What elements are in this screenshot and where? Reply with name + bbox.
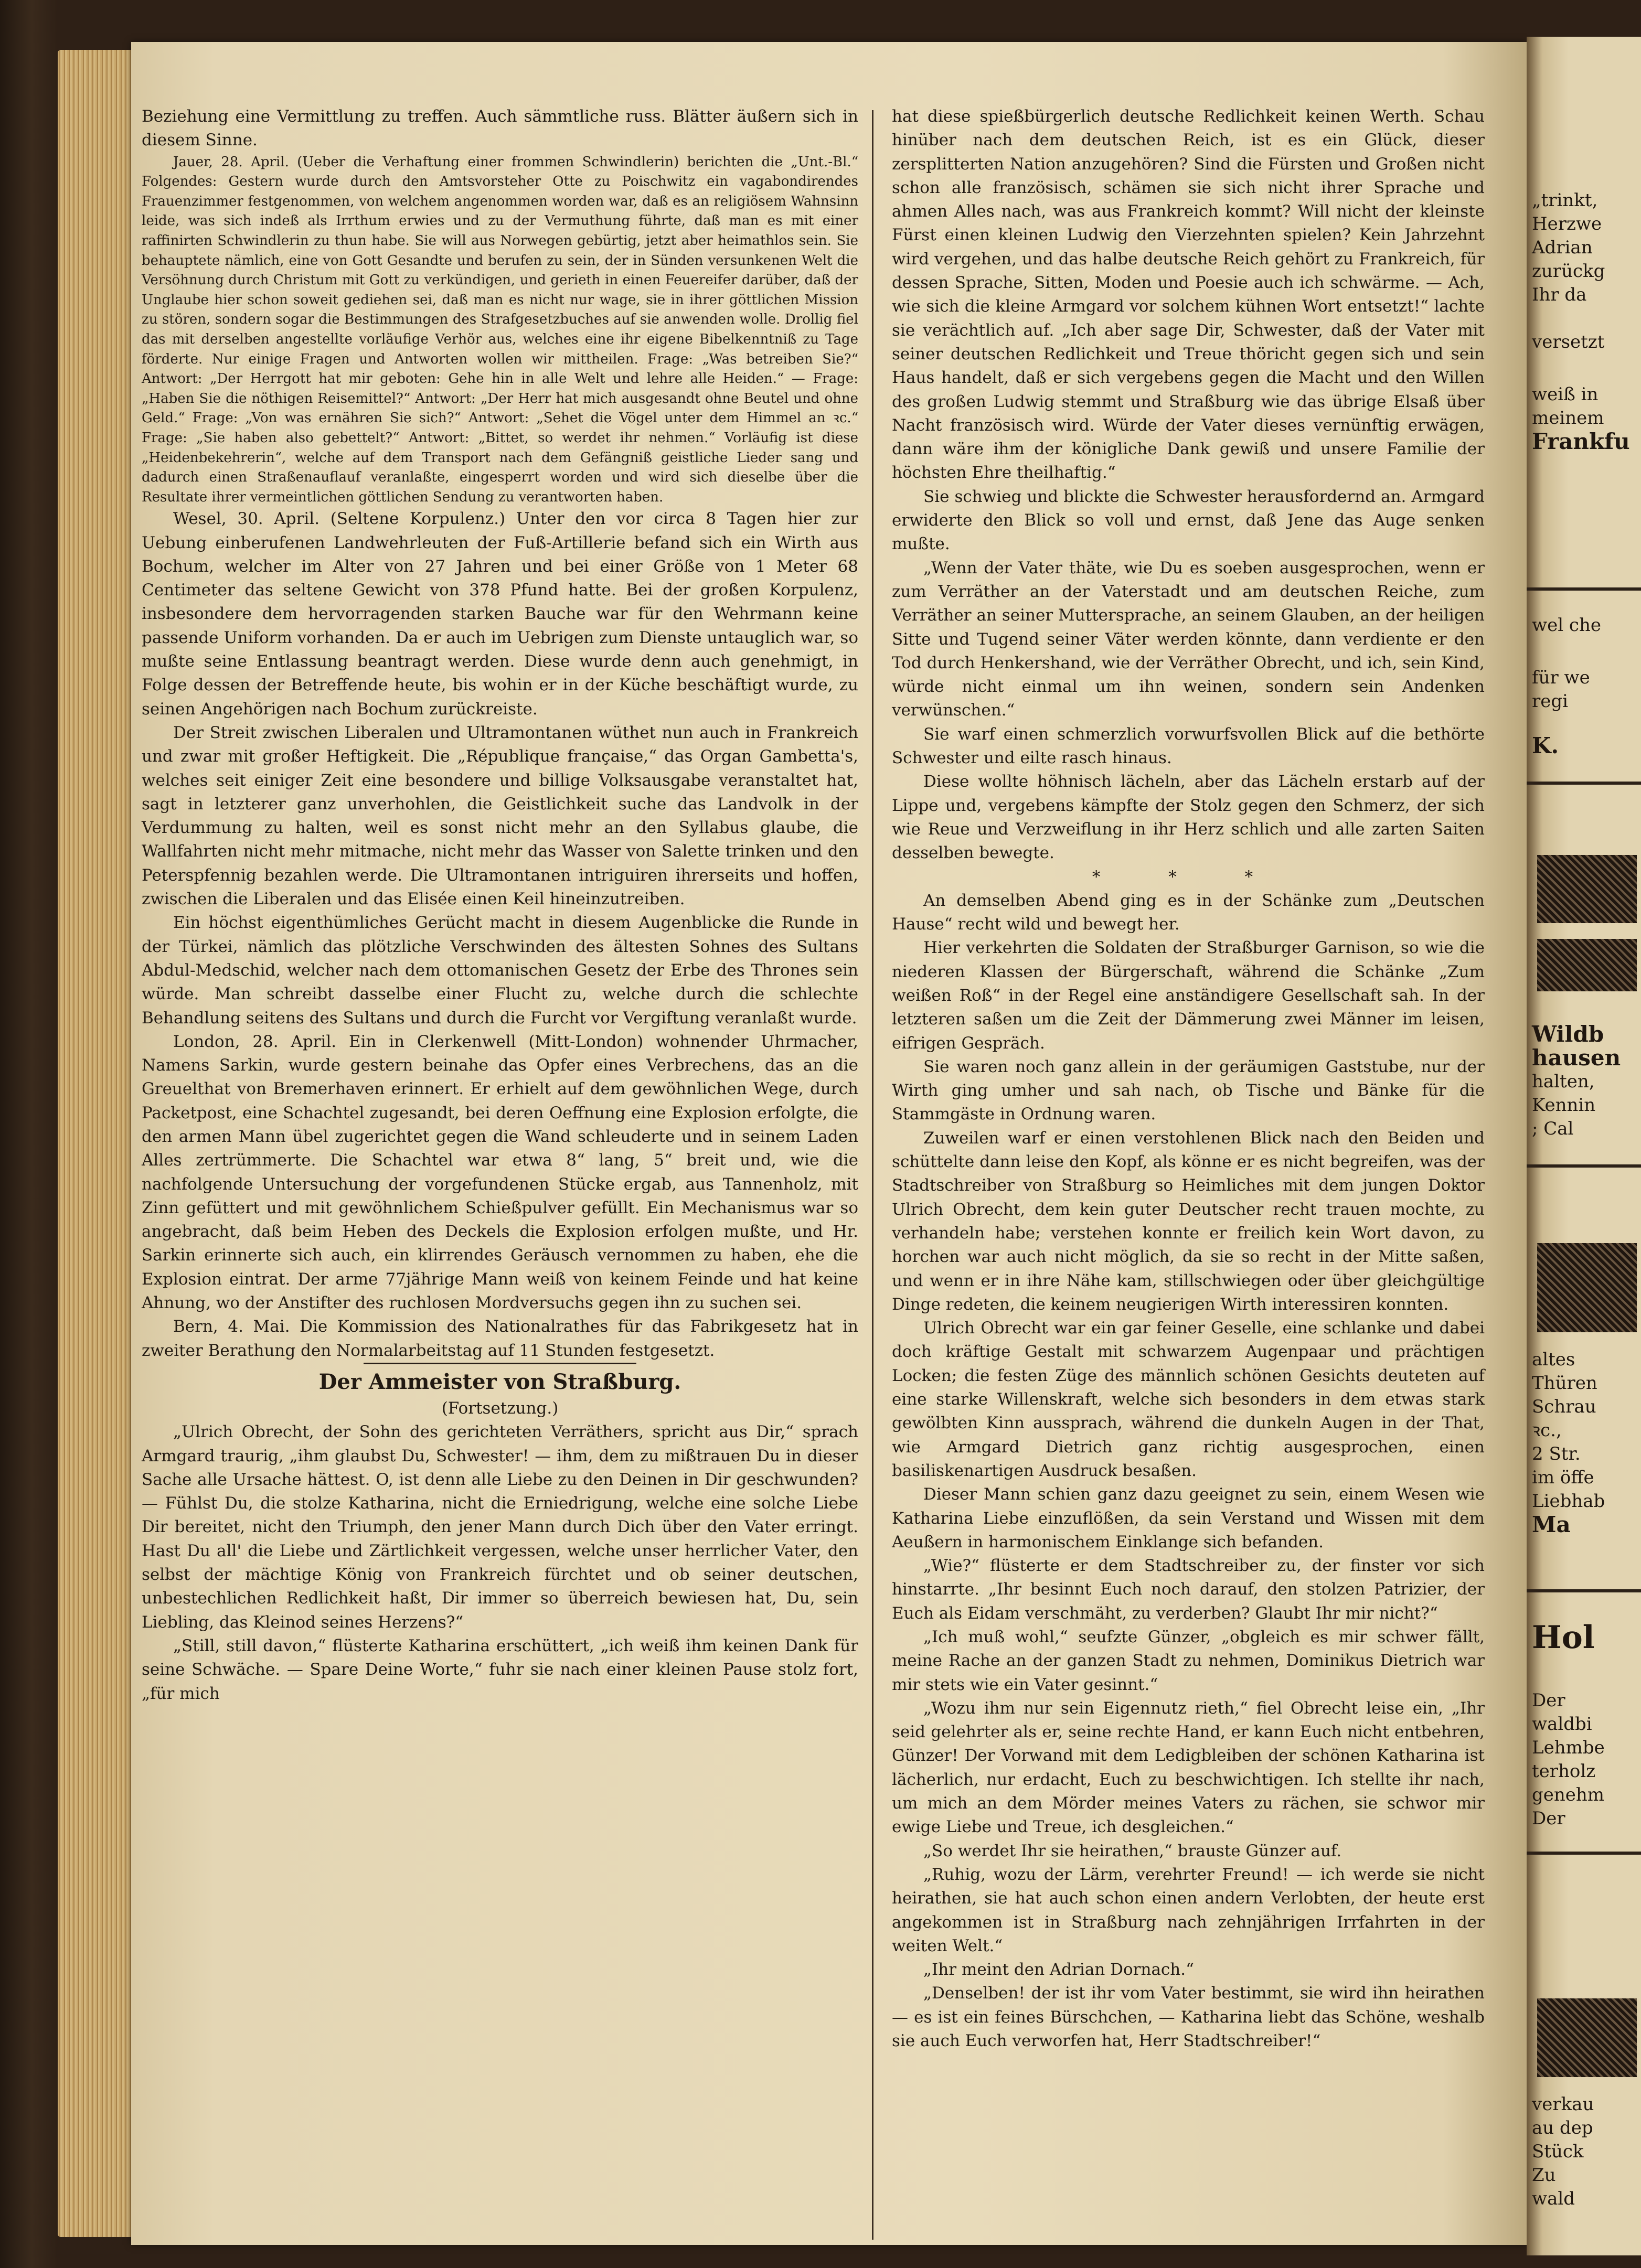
article-paragraph: Bern, 4. Mai. Die Kommission des Nationalrathes für das Fabrikgesetz hat in zweiter Berathung den Normalarbeitstag auf 11 Stunden festgesetzt. (142, 1317, 858, 1360)
article-paragraph: Sie waren noch ganz allein in der geräumigen Gaststube, nur der Wirth ging umher und sah nach, ob Tische und Bänke für die Stammgäste in Ordnung waren. (892, 1057, 1485, 1124)
fragment-text: K. (1532, 733, 1559, 758)
fragment-text: Adrian (1532, 237, 1593, 258)
fragment-text: Frankfu (1532, 429, 1630, 454)
fragment-text: Hol (1532, 1619, 1595, 1656)
fragment-text: Schrau (1532, 1396, 1596, 1417)
fragment-text: halten, (1532, 1071, 1595, 1092)
article-paragraph: Beziehung eine Vermittlung zu treffen. Auch sämmtliche russ. Blätter äußern sich in diesem Sinne. (142, 107, 858, 150)
article-paragraph: „Wozu ihm nur sein Eigennutz rieth,“ fiel Obrecht leise ein, „Ihr seid gelehrter als er, seine rechte Hand, er kann Euch nicht entbehren, Günzer! Der Vorwand mit dem Ledigbleiben der schönen Katharina ist lächerlich, nur erdacht, Euch zu beschwichtigen. Ich stellte ihr nach, um mich an dem Mörder meines Vaters zu rächen, sie schwor mir ewige Liebe und Treue, ich desgleichen.“ (892, 1698, 1485, 1837)
fragment-text: Der (1532, 1808, 1565, 1829)
fragment-text: altes (1532, 1349, 1575, 1370)
woodcut-illustration (1537, 939, 1637, 991)
fragment-text: 2 Str. (1532, 1443, 1581, 1464)
fragment-text: Stück (1532, 2141, 1584, 2162)
fragment-rule (1527, 1164, 1641, 1168)
fragment-text: hausen (1532, 1045, 1621, 1071)
fragment-text: weiß in (1532, 384, 1599, 405)
article-paragraph: Dieser Mann schien ganz dazu geeignet zu sein, einem Wesen wie Katharina Liebe einzuflößen, da sein Verstand und Wissen mit dem Aeußern in harmonischem Einklange sich befanden. (892, 1485, 1485, 1552)
article-paragraph: „So werdet Ihr sie heirathen,“ brauste Günzer auf. (923, 1841, 1342, 1860)
fragment-text: wald (1532, 2188, 1575, 2209)
fragment-text: für we (1532, 667, 1590, 688)
fragment-text: Ma (1532, 1512, 1571, 1537)
right-text-column (892, 105, 1485, 2053)
article-paragraph: hat diese spießbürgerlich deutsche Redlichkeit keinen Werth. Schau hinüber nach dem deutschen Reich, ist es ein Glück, dieser zersplitterten Nation anzugehören? Sind die Fürsten und Großen nicht schon alle französisch, schämen sie sich nicht ihrer Sprache und ahmen Alles nach, was aus Frankreich kommt? Will nicht der kleinste Fürst einen kleinen Ludwig den Vierzehnten spielen? Kein Jahrzehnt wird vergehen, und das halbe deutsche Reich gehört zu Frankreich, für dessen Sprache, Sitten, Moden und Poesie auch ich schwärme. — Ach, wie sich die kleine Armgard vor solchem kühnen Wort entsetzt!“ lachte sie verächtlich auf. „Ich aber sage Dir, Schwester, daß der Vater mit seiner deutschen Redlichkeit und Treue thöricht gegen sich und sein Haus handelt, daß er sich vergebens gegen die Macht und den Willen des großen Ludwig stemmt und Straßburg wie das übrige Elsaß über Nacht französisch wird. Würde der Vater dieses vernünftig erwägen, dann wäre ihm der königliche Dank gewiß und unsere Familie der höchsten Ehre theilhaftig.“ (892, 107, 1485, 483)
fragment-text: Wildb (1532, 1021, 1604, 1047)
fragment-text: Thüren (1532, 1373, 1597, 1394)
article-paragraph: Diese wollte höhnisch lächeln, aber das Lächeln erstarb auf der Lippe und, vergebens kämpfte der Stolz gegen den Schmerz, der sich wie Reue und Verzweiflung in ihr Herz schlich und alle zarten Saiten desselben bewegte. (892, 772, 1485, 863)
fragment-rule (1527, 782, 1641, 785)
fragment-text: Der (1532, 1690, 1565, 1711)
fragment-text: Herzwe (1532, 213, 1602, 234)
fragment-text: „trinkt, (1532, 190, 1598, 211)
story-subtitle: (Fortsetzung.) (441, 1398, 559, 1418)
heading-rule (364, 1363, 636, 1364)
left-text-column (142, 105, 858, 1706)
fragment-text: wel che (1532, 615, 1601, 636)
fragment-text: verkau (1532, 2094, 1594, 2115)
fragment-text: genehm (1532, 1784, 1605, 1805)
book-page-edges (58, 50, 142, 2237)
article-paragraph: „Wie?“ flüsterte er dem Stadtschreiber zu, der finster vor sich hinstarrte. „Ihr besinnt Euch noch darauf, den stolzen Patrizier, der Euch als Eidam verschmäht, zu verderben? Glaubt Ihr mir nicht?“ (892, 1556, 1485, 1623)
fragment-text: ꝛc., (1532, 1420, 1562, 1441)
article-paragraph: Wesel, 30. April. (Seltene Korpulenz.) Unter den vor circa 8 Tagen hier zur Uebung einberufenen Landwehrleuten der Fuß-Artillerie befand sich ein Wirth aus Bochum, welcher im Alter von 27 Jahren und bei einer Größe von 1 Meter 68 Centimeter das seltene Gewicht von 378 Pfund hatte. Bei der großen Korpulenz, insbesondere dem hervorragenden starken Bauche war für den Wehrmann keine passende Uniform vorhanden. Da er auch im Uebrigen zum Dienste untauglich war, so mußte seine Entlassung beantragt werden. Diese wurde denn auch genehmigt, in Folge dessen der Betreffende heute, bis wohin er in der Küche beschäftigt wurde, zu seinen Angehörigen nach Bochum zurückreiste. (142, 509, 858, 719)
fragment-text: Zu (1532, 2165, 1556, 2186)
woodcut-illustration (1537, 855, 1637, 923)
article-paragraph: London, 28. April. Ein in Clerkenwell (Mitt-London) wohnender Uhrmacher, Namens Sarkin, wurde gestern beinahe das Opfer eines Verbrechens, das an die Greuelthat von Bremerhaven erinnert. Er erhielt auf dem gewöhnlichen Wege, durch Packetpost, eine Schachtel zugesandt, bei deren Oeffnung eine Explosion erfolgte, die den armen Mann übel zugerichtet gegen die Wand schleuderte und in seinem Laden Alles zertrümmerte. Die Schachtel war etwa 8“ lang, 5“ breit und, wie die nachfolgende Untersuchung der vorgefundenen Stücke ergab, aus Tannenholz, mit Zinn gefüttert und mit gewöhnlichem Schießpulver gefüllt. Ein Mechanismus war so angebracht, daß beim Heben des Deckels die Explosion erfolgen mußte, und Hr. Sarkin erinnerte sich auch, ein klirrendes Geräusch vernommen zu haben, ehe die Explosion eintrat. Der arme 77jährige Mann weiß von keinem Feinde und hat keine Ahnung, wo der Anstifter des ruchlosen Mordversuchs gegen ihn zu suchen sei. (142, 1032, 858, 1313)
fragment-text: Lehmbe (1532, 1737, 1605, 1758)
article-paragraph: „Still, still davon,“ flüsterte Katharina erschüttert, „ich weiß ihm keinen Dank für seine Schwäche. — Spare Deine Worte,“ fuhr sie nach einer kleinen Pause stolz fort, „für mich (142, 1636, 858, 1703)
article-paragraph: „Ihr meint den Adrian Dornach.“ (923, 1960, 1194, 1980)
article-paragraph: Jauer, 28. April. (Ueber die Verhaftung einer frommen Schwindlerin) berichten die „Unt.-Bl.“ Folgendes: Gestern wurde durch den Amtsvorsteher Otte zu Poischwitz ein vagabondirendes Frauenzimmer festgenommen, von welchem angenommen worden war, daß es an religiösem Wahnsinn leide, was sich indeß als Irrthum erwies und zu der Vermuthung führte, daß man es mit einer raffinirten Schwindlerin zu thun habe. Sie will aus Norwegen gebürtig, jetzt aber heimathlos sein. Sie behauptete nämlich, eine von Gott Gesandte und berufen zu sein, der in Sünden versunkenen Welt die Versöhnung durch Christum mit Gott zu verkündigen, und gerieth in einen Feuereifer darüber, daß der Unglaube hier schon soweit gediehen sei, daß man es nicht nur wage, sie in ihrer göttlichen Mission zu stören, sondern sogar die Bestimmungen des Strafgesetzbuches auf sie anwenden wolle. Drollig fiel das mit derselben angestellte vorläufige Verhör aus, welches eine ihr eigene Bibelkenntniß zu Tage förderte. Nur einige Fragen und Antworten wollen wir mittheilen. Frage: „Was betreiben Sie?“ Antwort: „Der Herrgott hat mir geboten: Gehe hin in alle Welt und lehre alle Heiden.“ — Frage: „Haben Sie die nöthigen Reisemittel?“ Antwort: „Der Herr hat mich ausgesandt ohne Beutel und ohne Geld.“ Frage: „Von was ernähren Sie sich?“ Antwort: „Sehet die Vögel unter dem Himmel an ꝛc.“ Frage: „Sie haben also gebettelt?“ Antwort: „Bittet, so werdet ihr nehmen.“ Vorläufig ist diese „Heidenbekehrerin“, welche auf dem Transport nach dem Gefängniß geistliche Lieder sang und dadurch einen Straßenauflauf veranlaßte, eingesperrt worden und wird sich dieselbe über die Resultate ihrer vermeintlichen göttlichen Sendung zu verantworten haben. (142, 154, 858, 505)
article-paragraph: Zuweilen warf er einen verstohlenen Blick nach den Beiden und schüttelte dann leise den Kopf, als könne er es nicht begreifen, was der Stadtschreiber von Straßburg so Heimliches mit dem jungen Doktor Ulrich Obrecht, dem kein guter Deutscher recht trauen mochte, zu verhandeln habe; verstehen konnte er freilich kein Wort davon, zu horchen war auch nicht möglich, da sie so recht in der Mitte saßen, und wenn er in ihre Nähe kam, stillschwiegen oder über gleichgültige Dinge redeten, die keinem neugierigen Wirth interessiren konnten. (892, 1128, 1485, 1314)
article-paragraph: „Denselben! der ist ihr vom Vater bestimmt, sie wird ihn heirathen — es ist ein feines Bürschchen, — Katharina liebt das Schöne, weshalb sie auch Euch verworfen hat, Herr Stadtschreiber!“ (892, 1984, 1485, 2051)
fragment-text: terholz (1532, 1761, 1596, 1782)
fragment-text: im öffe (1532, 1467, 1594, 1488)
fragment-rule (1527, 1589, 1641, 1592)
fragment-text: versetzt (1532, 331, 1605, 352)
article-paragraph: Hier verkehrten die Soldaten der Straßburger Garnison, so wie die niederen Klassen der Bürgerschaft, während die Schänke „Zum weißen Roß“ in der Regel eine anständigere Gesellschaft sah. In der letzteren saßen um die Zeit der Dämmerung zwei Männer im leisen, eifrigen Gespräch. (892, 938, 1485, 1053)
story-title: Der Ammeister von Straßburg. (318, 1369, 681, 1394)
article-paragraph: „Ruhig, wozu der Lärm, verehrter Freund! — ich werde sie nicht heirathen, sie hat auch schon einen andern Verlobten, der heute erst angekommen ist in Straßburg nach zehnjährigen Irrfahrten in der weiten Welt.“ (892, 1865, 1485, 1955)
article-paragraph: Ulrich Obrecht war ein gar feiner Geselle, eine schlanke und dabei doch kräftige Gestalt mit schwarzem Augenpaar und prächtigen Locken; die festen Züge des männlich schönen Gesichts deuteten auf eine starke Willenskraft, welche sich besonders in dem etwas stark gewölbten Kinn aussprach, während die dunkeln Augen in der That, wie Armgard Dietrich ganz richtig ausgesprochen, einen basiliskenartigen Ausdruck besaßen. (892, 1319, 1485, 1480)
fragment-text: meinem (1532, 408, 1604, 429)
fragment-text: Ihr da (1532, 284, 1587, 305)
article-paragraph: Sie schwieg und blickte die Schwester herausfordernd an. Armgard erwiderte den Blick so voll und ernst, daß Jene das Auge senken mußte. (892, 487, 1485, 554)
article-paragraph: Ein höchst eigenthümliches Gerücht macht in diesem Augenblicke die Runde in der Türkei, nämlich das plötzliche Verschwinden des ältesten Sohnes des Sultans Abdul-Medschid, welcher nach dem ottomanischen Gesetz der Erbe des Thrones sein würde. Man schreibt dasselbe einer Flucht zu, welche durch die schlechte Behandlung seitens des Sultans und durch die Furcht vor Vergiftung veranlaßt wurde. (142, 913, 858, 1028)
column-divider-rule (872, 110, 873, 2240)
section-break-asterisks: * * * (1092, 867, 1285, 886)
article-paragraph: „Wenn der Vater thäte, wie Du es soeben ausgesprochen, wenn er zum Verräther an der Vaterstadt und am deutschen Reiche, zum Verräther an seiner Muttersprache, an seinem Glauben, an der heiligen Sitte und Tugend seiner Väter werden könnte, dann verdiente er den Tod durch Henkershand, wie der Verräther Obrecht, und ich, sein Kind, würde nicht einmal um ihn weinen, sondern sein Andenken verwünschen.“ (892, 558, 1485, 720)
fragment-text: regi (1532, 691, 1569, 712)
article-paragraph: Sie warf einen schmerzlich vorwurfsvollen Blick auf die bethörte Schwester und eilte rasch hinaus. (892, 724, 1485, 768)
fragment-text: waldbi (1532, 1714, 1592, 1735)
article-paragraph: An demselben Abend ging es in der Schänke zum „Deutschen Hause“ recht wild und bewegt her. (892, 891, 1485, 934)
fragment-rule (1527, 587, 1641, 591)
woodcut-illustration (1537, 1998, 1637, 2077)
article-paragraph: Der Streit zwischen Liberalen und Ultramontanen wüthet nun auch in Frankreich und zwar mit großer Heftigkeit. Die „République française,“ das Organ Gambetta's, welches seit einiger Zeit eine besondere und billige Volksausgabe veranstaltet hat, sagt in letzterer ganz unverhohlen, die Geistlichkeit suche das Landvolk in der Verdummung zu halten, weil es sonst nicht mehr an den Syllabus glaube, die Wallfahrten nicht mehr mitmache, nicht mehr das Wasser von Salette trinken und den Peterspfennig bezahlen werde. Die Ultramontanen intriguiren ihrerseits und hoffen, zwischen die Liberalen und das Elisée einen Keil hineinzutreiben. (142, 723, 858, 909)
adjacent-page-edge (1527, 37, 1641, 2255)
fragment-rule (1527, 1852, 1641, 1855)
fragment-text: zurückg (1532, 261, 1605, 282)
fragment-text: ; Cal (1532, 1118, 1574, 1139)
fragment-text: au dep (1532, 2117, 1593, 2138)
fragment-text: Liebhab (1532, 1491, 1605, 1512)
article-paragraph: „Ulrich Obrecht, der Sohn des gerichteten Verräthers, spricht aus Dir,“ sprach Armgard traurig, „ihm glaubst Du, Schwester! — ihm, dem zu mißtrauen Du in dieser Sache alle Ursache hättest. O, ist denn alle Liebe zu den Deinen in Dir geschwunden? — Fühlst Du, die stolze Katharina, nicht die Erniedrigung, welche eine solche Liebe Dir bereitet, nicht den Triumph, den jener Mann durch Dich über den Vater erringt. Hast Du all' die Liebe und Zärtlichkeit vergessen, welche unser herrlicher Vater, den selbst der mächtige König von Frankreich fürchtet und ob seiner deutschen, unbestechlichen Redlichkeit haßt, Dir immer so überreich bewiesen hat, Du, sein Liebling, das Kleinod seines Herzens?“ (142, 1422, 858, 1632)
woodcut-illustration (1537, 1243, 1637, 1332)
article-paragraph: „Ich muß wohl,“ seufzte Günzer, „obgleich es mir schwer fällt, meine Rache an der ganzen Stadt zu nehmen, Dominikus Dietrich war mir stets wie ein Vater gesinnt.“ (892, 1628, 1485, 1694)
fragment-text: Kennin (1532, 1095, 1596, 1116)
